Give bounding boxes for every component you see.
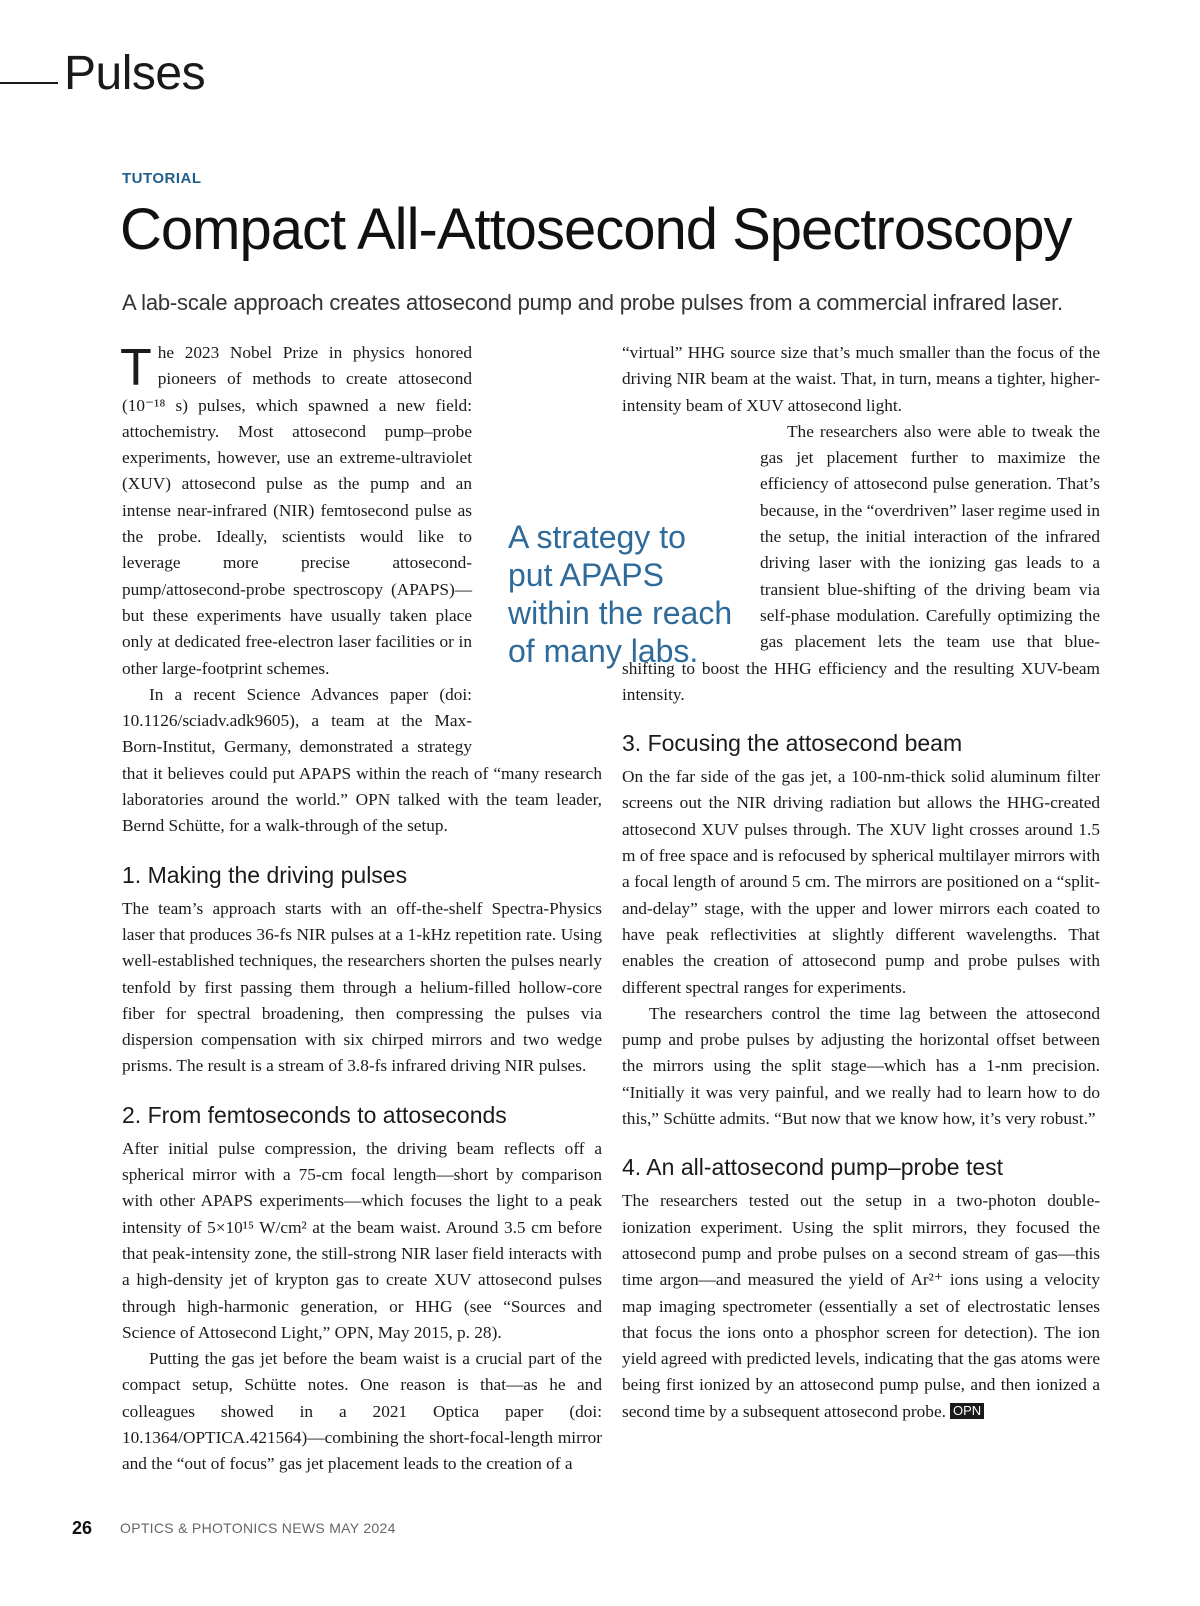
section-rule <box>0 82 58 84</box>
article-kicker: TUTORIAL <box>122 170 202 187</box>
paragraph: In a recent Science Advances paper (doi: 10.1126/sciadv.adk9605), a team at the Max-Born-Institut, Germany, demonstrated a strategy that it believes could put APAPS within the reach of “many research laboratories around the world.” OPN talked with the team leader, Bernd Schütte, for a walk-through of the setup. <box>122 684 602 836</box>
left-column <box>122 340 602 1478</box>
section-heading-1: 1. Making the driving pulses <box>122 861 408 888</box>
pullquote-spacer <box>622 445 760 633</box>
section-heading-3: 3. Focusing the attosecond beam <box>622 730 963 757</box>
section-title: Pulses <box>64 47 206 100</box>
drop-cap: T <box>120 339 152 397</box>
paragraph: The researchers also were able to tweak the gas jet placement further to maximize the efficiency of attosecond pulse generation. That’s because, in the “overdriven” laser regime used in the setup, the initial interaction of the infrared driving laser with the ionizing gas leads to a transient blue-shifting of the driving beam via self-phase modulation. Carefully optimizing the gas placement lets the team use that blue-shifting to boost the HHG efficiency and the resulting XUV-beam intensity. <box>622 421 1100 704</box>
paragraph: The 2023 Nobel Prize in physics honored pioneers of methods to create attosecond (10⁻¹⁸ s) pulses, which spawned a new field: attochemistry. Most attosecond pump–probe experiments, however, use an extreme-ultraviolet (XUV) attosecond pulse as the pump and an intense near-infrared (NIR) femtosecond pulse as the probe. Ideally, scientists would like to leverage more precise attosecond-pump/attosecond-probe spectroscopy (APAPS)—but these experiments have usually taken place only at dedicated free-electron laser facilities or in other large-footprint schemes. <box>120 339 472 678</box>
paragraph: After initial pulse compression, the driving beam reflects off a spherical mirror with a 75-cm focal length—short by comparison with other APAPS experiments—which focuses the light to a peak intensity of 5×10¹⁵ W/cm² at the beam waist. Around 3.5 cm before that peak-intensity zone, the still-strong NIR laser field interacts with a high-density jet of krypton gas to create XUV attosecond pulses through high-harmonic generation, or HHG (see “Sources and Science of Attosecond Light,” OPN, May 2015, p. 28). <box>122 1138 602 1342</box>
page-number: 26 <box>72 1518 93 1538</box>
paragraph: The team’s approach starts with an off-the-shelf Spectra-Physics laser that produces 36-fs NIR pulses at a 1-kHz repetition rate. Using well-established techniques, the researchers shorten the pulses nearly tenfold by first passing them through a helium-filled hollow-core fiber for spectral broadening, then compressing the pulses via dispersion compensation with six chirped mirrors and two wedge prisms. The result is a stream of 3.8-fs infrared driving NIR pulses. <box>122 898 602 1076</box>
article-headline: Compact All-Attosecond Spectroscopy <box>120 197 1072 262</box>
right-column <box>622 340 1100 1425</box>
paragraph: The researchers control the time lag between the attosecond pump and probe pulses by adjusting the horizontal offset between the mirrors using the split stage—which has a 1-nm precision. “Initially it was very painful, and we really had to learn how to do this,” Schütte admits. “But now that we know how, it’s very robust.” <box>622 1003 1100 1129</box>
paragraph: The researchers tested out the setup in a two-photon double-ionization experiment. Using the split mirrors, they focused the attosecond pump and probe pulses on a second stream of gas—this time argon—and measured the yield of Ar²⁺ ions using a velocity map imaging spectrometer (essentially a set of electrostatic lenses that focus the ions onto a phosphor screen for detection). The ion yield agreed with predicted levels, indicating that the gas atoms were being first ionized by an attosecond pump pulse, and then ionized a second time by a subsequent attosecond probe. OPN <box>622 1191 1100 1421</box>
pullquote: A strategy to put APAPS within the reach of many labs. <box>508 519 733 669</box>
opn-end-mark: OPN <box>950 1403 984 1419</box>
article-dek: A lab-scale approach creates attosecond pump and probe pulses from a commercial infrared laser. <box>122 290 1063 315</box>
paragraph: Putting the gas jet before the beam waist is a crucial part of the compact setup, Schütte notes. One reason is that—as he and colleagues showed in a 2021 Optica paper (doi: 10.1364/OPTICA.421564)—combining the short-focal-length mirror and the “out of focus” gas jet placement leads to the creation of a <box>122 1349 602 1474</box>
section-heading-2: 2. From femtoseconds to attoseconds <box>122 1101 507 1128</box>
section-heading-4: 4. An all-attosecond pump–probe test <box>622 1154 1004 1181</box>
paragraph: “virtual” HHG source size that’s much smaller than the focus of the driving NIR beam at the waist. That, in turn, means a tighter, higher-intensity beam of XUV attosecond light. <box>622 343 1100 415</box>
publication-footer: OPTICS & PHOTONICS NEWS MAY 2024 <box>120 1520 396 1536</box>
paragraph: On the far side of the gas jet, a 100-nm-thick solid aluminum filter screens out the NIR driving radiation but allows the HHG-created attosecond XUV pulses through. The XUV light crosses around 1.5 m of free space and is refocused by spherical multilayer mirrors with a focal length of around 5 cm. The mirrors are positioned on a “split-and-delay” stage, with the upper and lower mirrors each coated to have peak reflectivities at slightly different wavelengths. That enables the creation of attosecond pump and probe pulses with different spectral ranges for experiments. <box>622 767 1100 997</box>
